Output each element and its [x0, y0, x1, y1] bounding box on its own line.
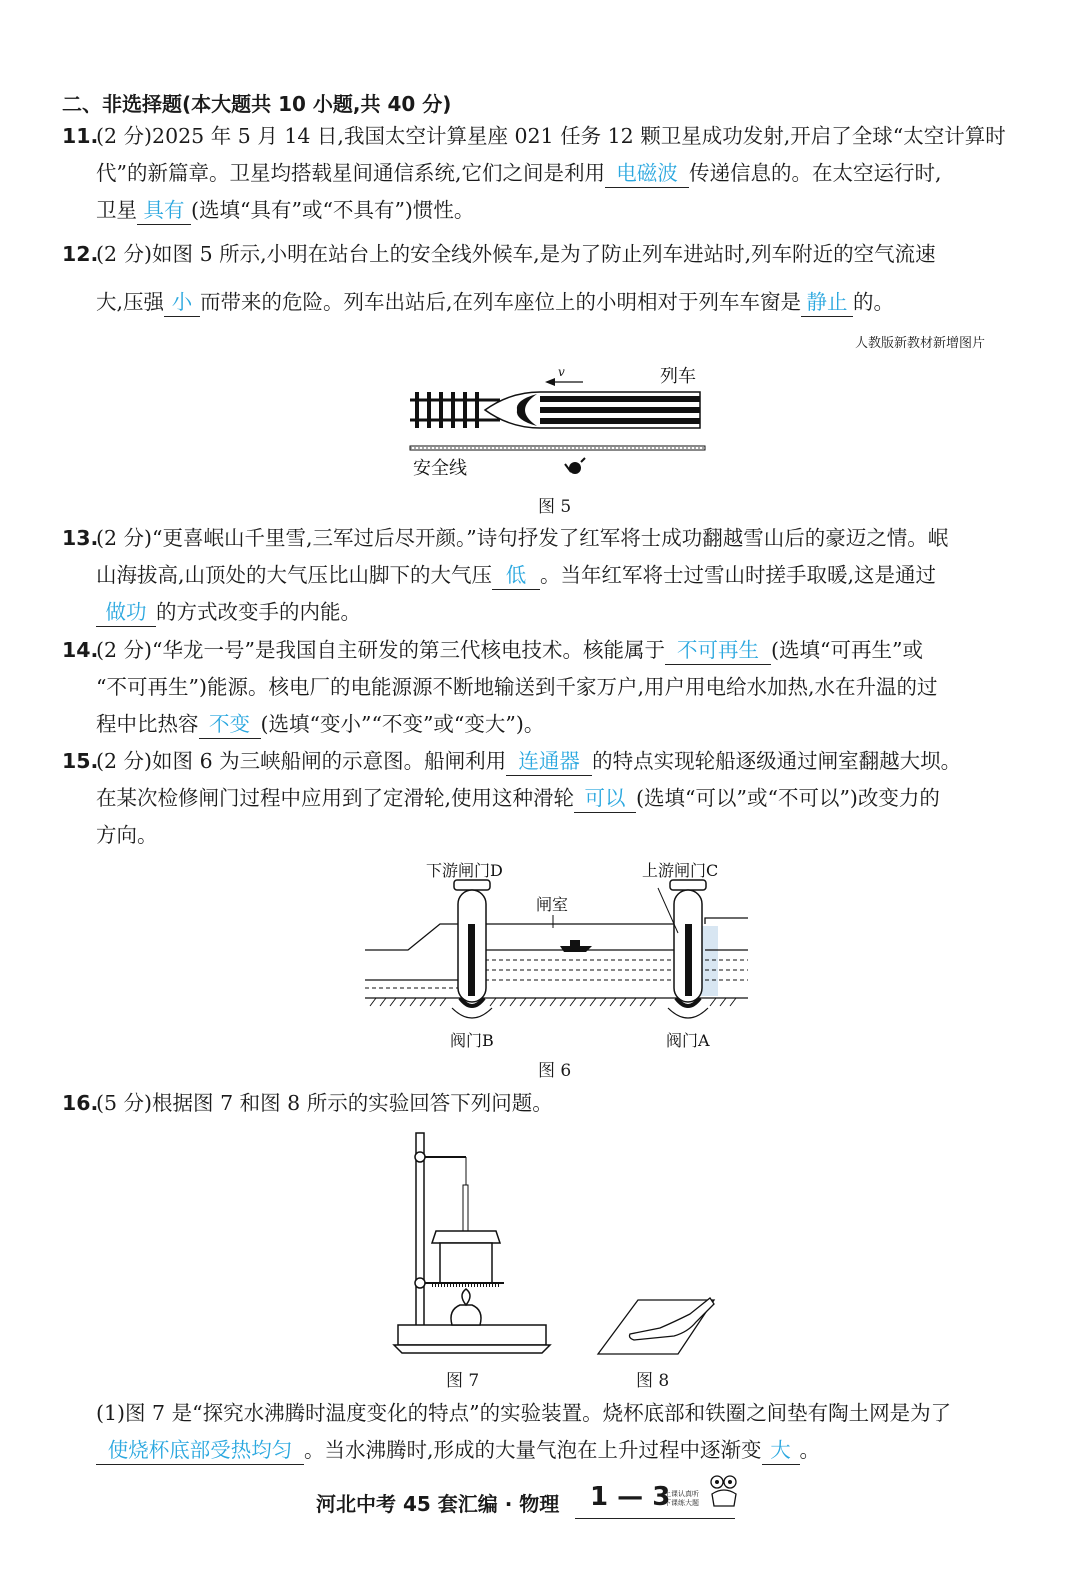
stand-base: [398, 1325, 546, 1345]
figure-5-train: [405, 360, 715, 480]
answer-blank: 做功: [96, 598, 156, 627]
answer-blank: 电磁波: [605, 159, 689, 188]
answer-blank: 小: [164, 288, 200, 317]
gate-c-label: 上游闸门C: [642, 861, 719, 880]
beaker: [440, 1243, 492, 1283]
question-14: [62, 632, 1020, 743]
answer-blank: 使烧杯底部受热均匀: [96, 1436, 304, 1465]
q16-line1: (5 分)根据图 7 和图 8 所示的实验回答下列问题。: [96, 1091, 553, 1115]
question-15: [62, 743, 1020, 854]
answer-blank: 不变: [199, 710, 261, 739]
question-16-part-1: [96, 1395, 1020, 1469]
answer-blank: 连通器: [506, 747, 592, 776]
q15-line1: (2 分)如图 6 为三峡船闸的示意图。船闸利用 连通器 的特点实现轮船逐级通过闸室翻越大坝。: [96, 743, 1020, 780]
q11-line1: (2 分)2025 年 5 月 14 日,我国太空计算星座 021 任务 12 颗卫星成功发射,开启了全球“太空计算时: [96, 124, 1006, 148]
platform-edge: [410, 446, 705, 450]
figure-8-caption: 图 8: [636, 1371, 670, 1391]
question-12: [62, 230, 1020, 326]
beaker-lid: [432, 1231, 500, 1243]
figure-6-caption: 图 6: [538, 1061, 572, 1081]
question-number: 12.: [62, 242, 99, 266]
q14-line3: 程中比热容 不变 (选填“变小”“不变”或“变大”)。: [96, 706, 1020, 743]
q11-line2: 代”的新篇章。卫星均搭载星间通信系统,它们之间是利用 电磁波 传递信息的。在太空运行时,: [96, 155, 1020, 192]
safety-line-label: 安全线: [413, 458, 467, 479]
q14-line1: (2 分)“华龙一号”是我国自主研发的第三代核电技术。核能属于 不可再生 (选填“可再生”或: [96, 632, 1020, 669]
figure-5-caption: 图 5: [538, 497, 572, 517]
q15-line2: 在某次检修闸门过程中应用到了定滑轮,使用这种滑轮 可以 (选填“可以”或“不可以”)改变力的: [96, 780, 1020, 817]
figure-8-hand-rubbing: [594, 1288, 718, 1360]
question-11: [62, 118, 1020, 229]
question-number: 16.: [62, 1091, 99, 1115]
q15-line3: 方向。: [96, 823, 158, 847]
alcohol-lamp: [451, 1305, 481, 1325]
textbook-note: 人教版新教材新增图片: [855, 336, 986, 351]
gate-c: [658, 880, 708, 1018]
q11-line3: 卫星 具有 (选填“具有”或“不具有”)惯性。: [96, 192, 1020, 229]
q13-line3: 做功 的方式改变手的内能。: [96, 594, 1020, 631]
question-16: [62, 1085, 1020, 1122]
valve-a-label: 阀门A: [666, 1031, 710, 1050]
answer-blank: 不可再生: [665, 636, 771, 665]
ship-icon: [560, 940, 592, 952]
question-number: 14.: [62, 638, 99, 662]
figure-6-ship-lock: [360, 858, 752, 1054]
answer-blank: 可以: [574, 784, 636, 813]
footer-slogan: 上课认真听 下课练大题: [664, 1490, 699, 1507]
question-number: 15.: [62, 749, 99, 773]
chamber-label: 闸室: [536, 895, 569, 914]
question-number: 13.: [62, 526, 99, 550]
answer-blank: 具有: [137, 196, 191, 225]
gate-d: [452, 880, 492, 1018]
answer-blank: 低: [492, 561, 540, 590]
page-footer: [0, 1482, 1080, 1528]
stand-rod: [416, 1133, 424, 1333]
person-icon: [565, 458, 585, 474]
velocity-label: v: [558, 365, 565, 379]
q12-line1: (2 分)如图 5 所示,小明在站台上的安全线外候车,是为了防止列车进站时,列车附近的空气流速: [96, 242, 936, 266]
q16-p1-line2: 使烧杯底部受热均匀 。当水沸腾时,形成的大量气泡在上升过程中逐渐变 大 。: [96, 1432, 1020, 1469]
section-title: 二、非选择题(本大题共 10 小题,共 40 分): [62, 92, 452, 116]
velocity-arrow: [545, 365, 583, 386]
gate-d-label: 下游闸门D: [426, 861, 503, 880]
figure-7-caption: 图 7: [446, 1371, 480, 1391]
page-number: 1 — 3: [590, 1482, 671, 1512]
q14-line2: “不可再生”)能源。核电厂的电能源源不断地输送到千家万户,用户用电给水加热,水在升温的过: [96, 675, 938, 699]
question-13: [62, 520, 1020, 631]
q16-p1-line1: (1)图 7 是“探究水沸腾时温度变化的特点”的实验装置。烧杯底部和铁圈之间垫有陶土网是为了: [96, 1401, 952, 1425]
q13-line2: 山海拔高,山顶处的大气压比山脚下的大气压 低 。当年红军将士过雪山时搓手取暖,这是通过: [96, 557, 1020, 594]
q12-line2: 大,压强 小 而带来的危险。列车出站后,在列车座位上的小明相对于列车车窗是 静止 的。: [96, 278, 1020, 326]
valve-b-label: 阀门B: [450, 1031, 494, 1050]
footer-rule: [575, 1518, 735, 1519]
figure-7-boiling-apparatus: [392, 1125, 552, 1365]
train-body: [485, 392, 700, 428]
book-title: 河北中考 45 套汇编 · 物理: [316, 1492, 560, 1516]
flame-icon: [462, 1289, 470, 1305]
answer-blank: 静止: [801, 288, 853, 317]
answer-blank: 大: [762, 1436, 800, 1465]
question-number: 11.: [62, 124, 99, 148]
mascot-icon: [706, 1472, 742, 1512]
q13-line1: (2 分)“更喜岷山千里雪,三军过后尽开颜。”诗句抒发了红军将士成功翻越雪山后的豪迈之情。岷: [96, 526, 949, 550]
train-label: 列车: [660, 366, 696, 387]
